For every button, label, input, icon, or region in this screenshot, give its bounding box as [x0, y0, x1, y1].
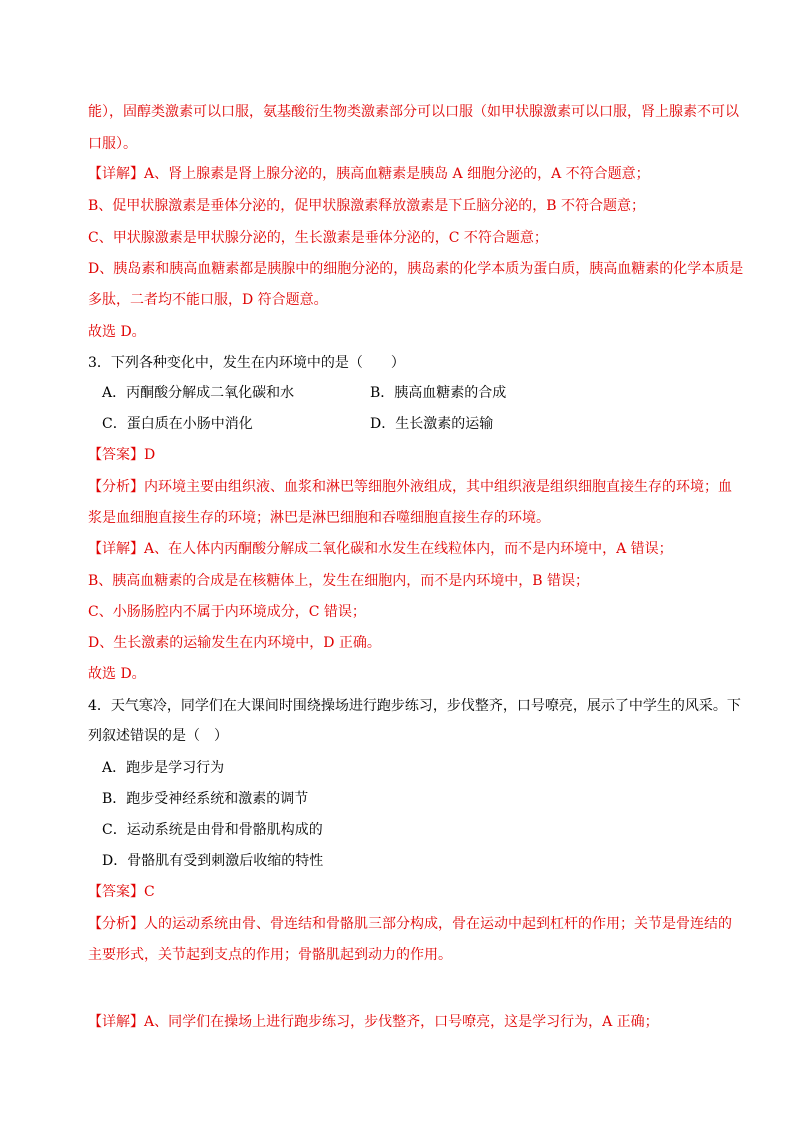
q3-detail-b: B、胰高血糖素的合成是在核糖体上，发生在细胞内，而不是内环境中，B 错误；	[88, 573, 590, 589]
q3-detail-a: 【详解】A、在人体内丙酮酸分解成二氧化碳和水发生在线粒体内，而不是内环境中，A 错误；	[88, 541, 673, 557]
q2-detail-b: B、促甲状腺激素是垂体分泌的，促甲状腺激素释放激素是下丘脑分泌的，B 不符合题意；	[88, 198, 646, 214]
q4-option-c: C．运动系统是由骨和骨骼肌构成的	[102, 822, 323, 838]
q4-analysis-line-2: 主要形式，关节起到支点的作用；骨骼肌起到动力的作用。	[88, 947, 452, 963]
q2-detail-d-line-1: D、胰岛素和胰高血糖素都是胰腺中的细胞分泌的，胰岛素的化学本质为蛋白质，胰高血糖素的化学本质是	[88, 261, 744, 277]
q2-detail-a: 【详解】A、肾上腺素是肾上腺分泌的，胰高血糖素是胰岛 A 细胞分泌的，A 不符合题意；	[88, 166, 650, 182]
q4-stem-line-1: 4．天气寒冷，同学们在大课间时围绕操场进行跑步练习，步伐整齐，口号嘹亮，展示了中学生的风采。下	[88, 698, 741, 714]
q2-choice: 故选 D。	[88, 324, 146, 340]
q2-explanation-line-2: 口服）。	[88, 136, 137, 152]
q3-option-a: A．丙酮酸分解成二氧化碳和水	[102, 385, 295, 401]
q3-analysis-line-1: 【分析】内环境主要由组织液、血浆和淋巴等细胞外液组成，其中组织液是组织细胞直接生存的环境；血	[88, 479, 732, 495]
q4-answer: 【答案】C	[88, 884, 155, 900]
q4-detail-a: 【详解】A、同学们在操场上进行跑步练习，步伐整齐，口号嘹亮，这是学习行为，A 正确；	[88, 1014, 659, 1030]
q4-stem-line-2: 列叙述错误的是（ ）	[88, 728, 228, 744]
q4-option-d: D．骨骼肌有受到刺激后收缩的特性	[102, 853, 324, 869]
q3-choice: 故选 D。	[88, 666, 146, 682]
q3-option-d: D．生长激素的运输	[370, 416, 494, 432]
q3-analysis-line-2: 浆是血细胞直接生存的环境；淋巴是淋巴细胞和吞噬细胞直接生存的环境。	[88, 510, 550, 526]
q4-option-a: A．跑步是学习行为	[102, 760, 225, 776]
q3-answer: 【答案】D	[88, 447, 156, 463]
q2-explanation-line-1: 能），固醇类激素可以口服，氨基酸衍生物类激素部分可以口服（如甲状腺激素可以口服，肾上腺素不可以	[88, 104, 739, 120]
q4-option-b: B．跑步受神经系统和激素的调节	[102, 791, 309, 807]
q2-detail-c: C、甲状腺激素是甲状腺分泌的，生长激素是垂体分泌的，C 不符合题意；	[88, 230, 548, 246]
q3-detail-c: C、小肠肠腔内不属于内环境成分，C 错误；	[88, 604, 366, 620]
q3-option-c: C．蛋白质在小肠中消化	[102, 416, 253, 432]
q3-option-b: B．胰高血糖素的合成	[370, 385, 507, 401]
q3-stem: 3．下列各种变化中，发生在内环境中的是（ ）	[88, 355, 405, 371]
q2-detail-d-line-2: 多肽，二者均不能口服，D 符合题意。	[88, 292, 328, 308]
q4-analysis-line-1: 【分析】人的运动系统由骨、骨连结和骨骼肌三部分构成，骨在运动中起到杠杆的作用；关节是骨连结的	[88, 916, 732, 932]
q3-detail-d: D、生长激素的运输发生在内环境中，D 正确。	[88, 635, 381, 651]
detail-tag: 【详解】	[88, 166, 144, 182]
